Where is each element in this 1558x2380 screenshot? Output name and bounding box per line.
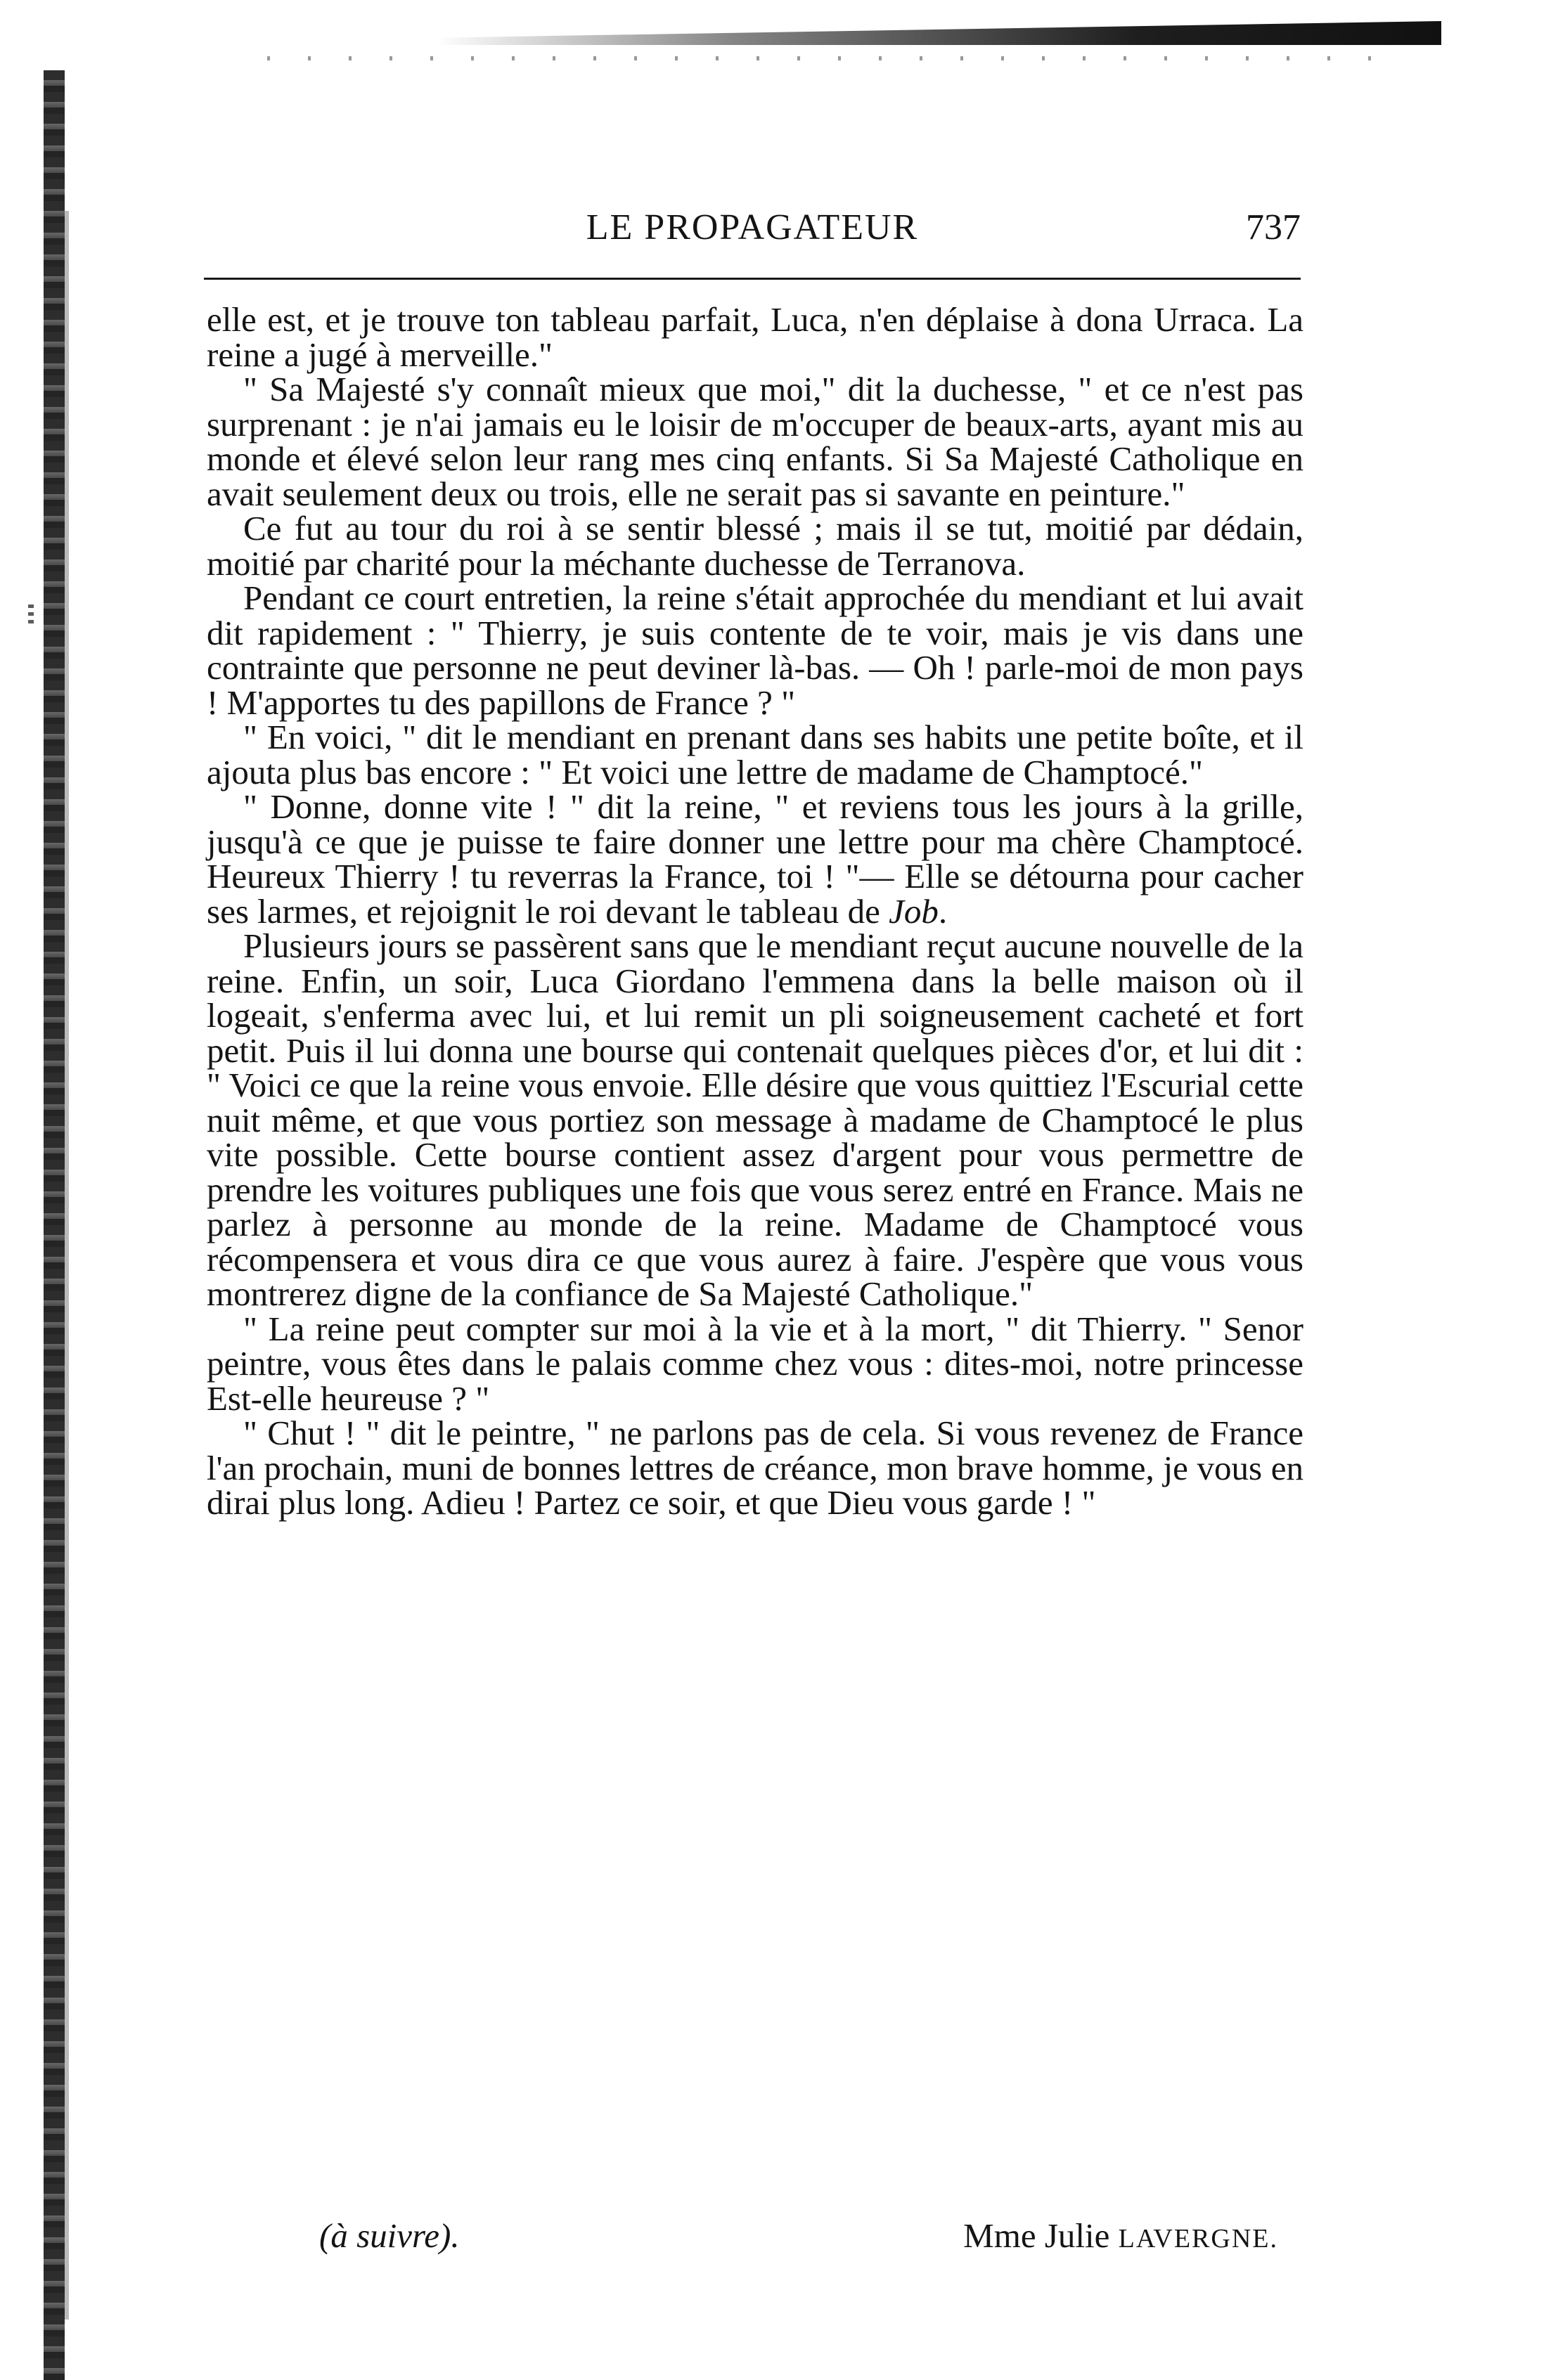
page-number: 737: [1246, 207, 1301, 247]
scan-top-shadow: [436, 21, 1441, 45]
paragraph-3: Ce fut au tour du roi à se sentir blessé ; mais il se tut, moitié par dédain, moitié par charité pour la méchante duchesse de Terranova.: [207, 509, 1303, 583]
header-rule: [204, 278, 1301, 280]
paragraph-6-text: " Donne, donne vite ! " dit la reine, " et reviens tous les jours à la grille, jusqu'à ce que je puisse te faire donner une lettre pour ma chère Champtocé. Heureux Thierry ! tu reverras la France, toi ! "— Elle se détourna pour cacher ses larmes, et rejoignit le roi devant le tableau de: [207, 787, 1303, 931]
paragraph-1: elle est, et je trouve ton tableau parfait, Luca, n'en déplaise à dona Urraca. La reine a jugé à merveille.": [207, 300, 1303, 374]
paragraph-8: " La reine peut compter sur moi à la vie et à la mort, " dit Thierry. " Senor peintre, vous êtes dans le palais comme chez vous : dites-moi, notre princesse Est-elle heureuse ? ": [207, 1309, 1303, 1418]
to-be-continued: (à suivre).: [319, 2216, 460, 2255]
paragraph-9: " Chut ! " dit le peintre, " ne parlons pas de cela. Si vous revenez de France l'an prochain, muni de bonnes lettres de créance, mon brave homme, je vous en dirai plus long. Adieu ! Partez ce soir, et que Dieu vous garde ! ": [207, 1414, 1303, 1522]
paragraph-4: Pendant ce court entretien, la reine s'était approchée du mendiant et lui avait dit rapidement : " Thierry, je suis contente de te voir, mais je vis dans une contrainte que personne ne peut deviner là-bas. — Oh ! parle-moi de mon pays ! M'apportes tu des papillons de France ? ": [207, 578, 1303, 722]
paragraph-6: [207, 789, 1303, 929]
running-head: [204, 201, 1301, 257]
author-signature: [963, 2216, 1278, 2256]
author-prefix: Mme Julie: [963, 2216, 1110, 2255]
running-title: LE PROPAGATEUR: [586, 207, 919, 247]
scan-margin-specks: [28, 604, 34, 624]
paragraph-7: Plusieurs jours se passèrent sans que le mendiant reçut aucune nouvelle de la reine. Enfin, un soir, Luca Giordano l'emmena dans la belle maison où il logeait, s'enferma avec lui, et lui remit un pli soigneusement cacheté et fort petit. Puis il lui donna une bourse qui contenait quelques pièces d'or, et lui dit : " Voici ce que la reine vous envoie. Elle désire que vous quittiez l'Escurial cette nuit même, et que vous portiez son message à madame de Champtocé le plus vite possible. Cette bourse contient assez d'argent pour vous permettre de prendre les voitures publiques une fois que vous serez entré en France. Mais ne parlez à personne au monde de la reine. Madame de Champtocé vous récompensera et vous dira ce que vous aurez à faire. J'espère que vous vous montrerez digne de la confiance de Sa Majesté Catholique.": [207, 926, 1303, 1313]
scan-left-edge-shadow: [44, 70, 65, 2380]
article-body: [207, 302, 1303, 1520]
paragraph-5: " En voici, " dit le mendiant en prenant dans ses habits une petite boîte, et il ajouta plus bas encore : " Et voici une lettre de madame de Champtocé.": [207, 718, 1303, 791]
signature-row: [207, 2216, 1303, 2265]
painting-title: Job: [889, 891, 939, 931]
author-surname: LAVERGNE.: [1118, 2224, 1278, 2253]
scan-left-edge-line: [65, 211, 69, 2320]
painting-title-period: .: [938, 891, 948, 931]
paragraph-2: " Sa Majesté s'y connaît mieux que moi," dit la duchesse, " et ce n'est pas surprenant : je n'ai jamais eu le loisir de m'occuper de beaux-arts, ayant mis au monde et élevé selon leur rang mes cinq enfants. Si Sa Majesté Catholique en avait seulement deux ou trois, elle ne serait pas si savante en peinture.": [207, 370, 1303, 513]
scan-top-specks: [267, 56, 1392, 60]
